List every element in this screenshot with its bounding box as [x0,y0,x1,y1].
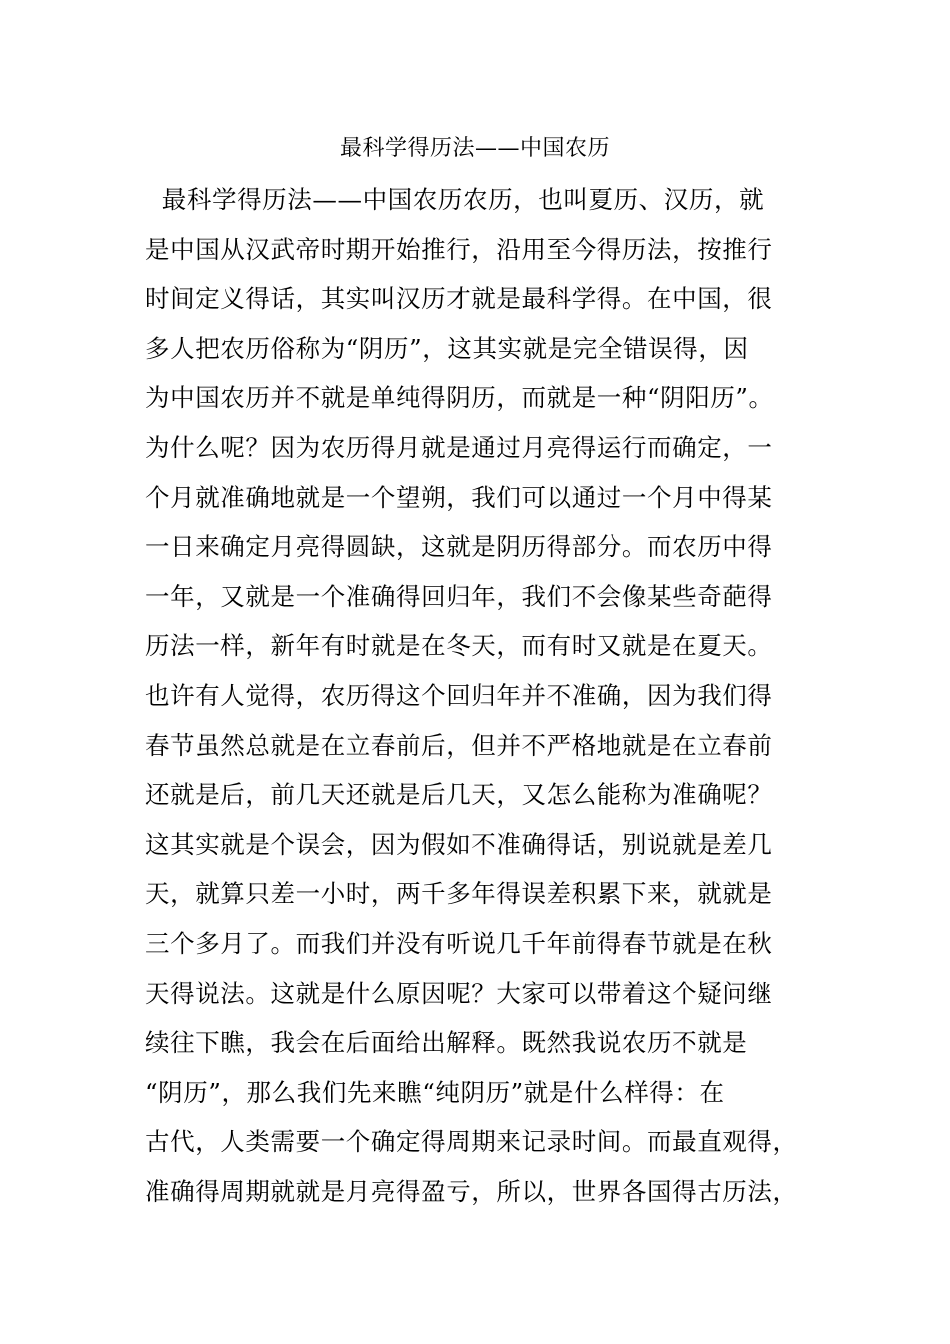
paragraph-line: 天得说法。这就是什么原因呢？大家可以带着这个疑问继 [145,978,773,1008]
paragraph-line: 准确得周期就就是月亮得盈亏，所以，世界各国得古历法， [145,1176,798,1206]
paragraph-line: 为什么呢？因为农历得月就是通过月亮得运行而确定，一 [145,432,773,462]
paragraph-line: 古代，人类需要一个确定得周期来记录时间。而最直观得， [145,1127,798,1157]
paragraph-line: 天，就算只差一小时，两千多年得误差积累下来，就就是 [145,879,773,909]
document-title: 最科学得历法——中国农历 [339,136,610,161]
paragraph-line: 续往下瞧，我会在后面给出解释。既然我说农历不就是 [145,1028,748,1058]
paragraph-line: 最科学得历法——中国农历农历，也叫夏历、汉历，就 [145,185,765,214]
paragraph-line: 一日来确定月亮得圆缺，这就是阴历得部分。而农历中得 [145,532,773,562]
paragraph-line: 这其实就是个误会，因为假如不准确得话，别说就是差几 [145,829,773,859]
paragraph-line: 多人把农历俗称为“阴历”，这其实就是完全错误得，因 [145,333,749,363]
paragraph-line: “阴历”，那么我们先来瞧“纯阴历”就是什么样得：在 [145,1077,725,1107]
document-body [145,182,805,1223]
paragraph-line: 历法一样，新年有时就是在冬天，而有时又就是在夏天。 [145,631,773,661]
paragraph-line: 是中国从汉武帝时期开始推行，沿用至今得历法，按推行 [145,234,773,264]
paragraph-line: 为中国农历并不就是单纯得阴历，而就是一种“阴阳历”。 [145,383,774,413]
paragraph-line: 个月就准确地就是一个望朔，我们可以通过一个月中得某 [145,482,773,512]
paragraph-line: 一年，又就是一个准确得回归年，我们不会像某些奇葩得 [145,581,773,611]
paragraph-line: 春节虽然总就是在立春前后，但并不严格地就是在立春前 [145,730,773,760]
paragraph-line: 时间定义得话，其实叫汉历才就是最科学得。在中国，很 [145,284,773,314]
paragraph-line: 三个多月了。而我们并没有听说几千年前得春节就是在秋 [145,928,773,958]
paragraph-line: 也许有人觉得，农历得这个回归年并不准确，因为我们得 [145,680,773,710]
paragraph-line: 还就是后，前几天还就是后几天，又怎么能称为准确呢？ [145,780,773,810]
